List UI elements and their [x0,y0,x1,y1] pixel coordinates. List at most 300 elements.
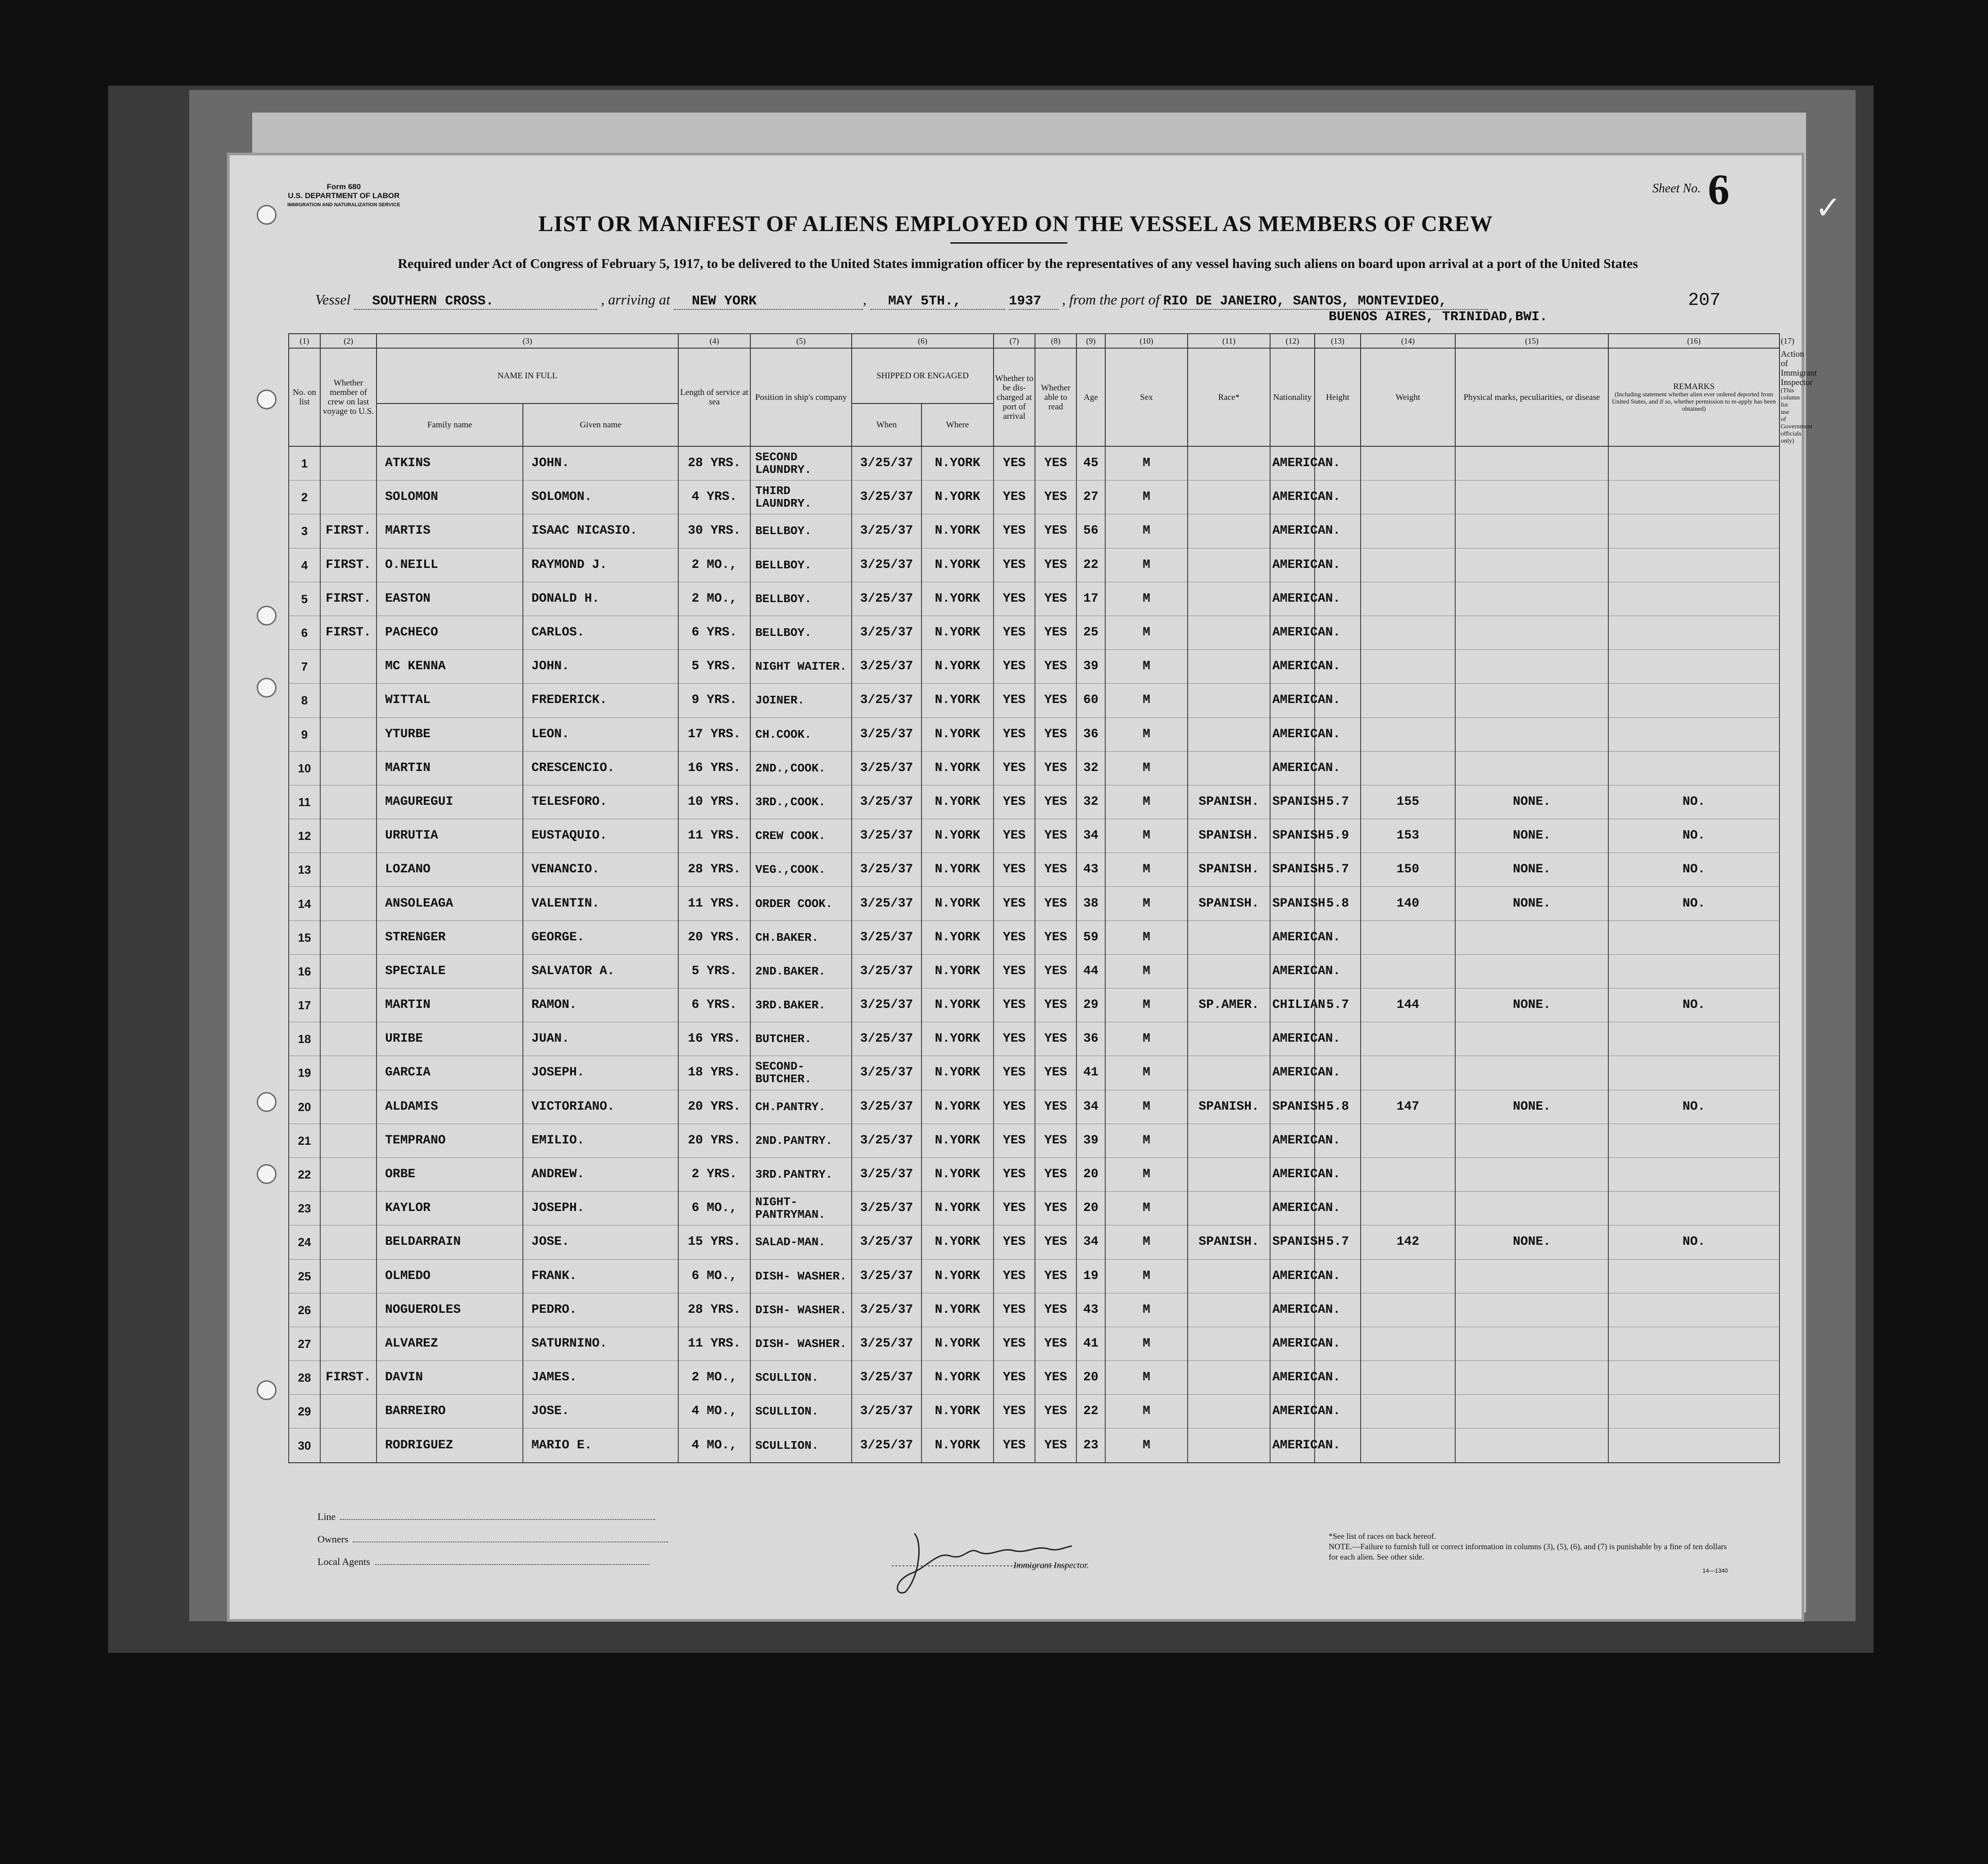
cell-weight [1361,1124,1455,1157]
cell-where: N.YORK [921,1157,994,1191]
cell-family-name: WITTAL [377,684,523,717]
cell-able-to-read: YES [1035,1022,1076,1056]
arriving-port: NEW YORK [674,294,863,310]
header-where: Where [921,404,994,446]
table-row [289,1429,1779,1463]
cell-age: 44 [1076,954,1105,988]
cell-remarks [1608,684,1779,717]
cell-nationality: AMERICAN. [1270,1259,1315,1293]
cell-where: N.YORK [921,616,994,649]
header-remarks [1608,348,1779,446]
cell-given-name: RAYMOND J. [523,548,678,582]
cell-when: 3/25/37 [852,785,921,819]
cell-last-voyage [320,785,377,819]
cell-race [1188,954,1270,988]
header-age: Age [1076,348,1105,446]
table-row [289,717,1779,751]
cell-last-voyage [320,1022,377,1056]
line-field [318,1511,655,1523]
cell-length-service: 2 MO., [678,582,750,616]
cell-race [1188,1192,1270,1225]
cell-race: SPANISH. [1188,887,1270,921]
cell-able-to-read: YES [1035,1157,1076,1191]
cell-age: 43 [1076,853,1105,887]
table-row [289,1327,1779,1361]
cell-when: 3/25/37 [852,717,921,751]
cell-given-name: CRESCENCIO. [523,751,678,785]
cell-length-service: 2 MO., [678,1361,750,1395]
cell-position: BELLBOY. [750,616,852,649]
cell-weight [1361,954,1455,988]
cell-nationality: AMERICAN. [1270,446,1315,481]
cell-where: N.YORK [921,1395,994,1429]
cell-able-to-read: YES [1035,989,1076,1022]
cell-given-name: JOHN. [523,446,678,481]
cell-where: N.YORK [921,954,994,988]
cell-no: 4 [289,548,320,582]
cell-discharged: YES [994,751,1035,785]
cell-sex: M [1105,954,1188,988]
column-number-row: (1) (2) (3) (4) (5) (6) (7) (8) (9) (10) (11) (12) (13) (14) (15) (16) (17) [289,334,1779,348]
cell-family-name: ORBE [377,1157,523,1191]
check-mark: ✓ [1815,189,1842,226]
sheet-label: Sheet No. [1652,181,1701,195]
cell-race [1188,650,1270,684]
cell-age: 41 [1076,1327,1105,1361]
cell-last-voyage: FIRST. [320,548,377,582]
cell-given-name: JOHN. [523,650,678,684]
header-sex: Sex [1105,348,1188,446]
cell-where: N.YORK [921,481,994,514]
cell-race [1188,684,1270,717]
cell-discharged: YES [994,1022,1035,1056]
page-subtitle: Required under Act of Congress of February 5, 1917, to be delivered to the United States immigration officer by the representatives of any vessel having such aliens on board upon arrival at a port of the United States [398,256,1638,271]
cell-where: N.YORK [921,1090,994,1124]
cell-remarks: NO. [1608,989,1779,1022]
cell-able-to-read: YES [1035,1293,1076,1327]
cell-sex: M [1105,650,1188,684]
cell-given-name: PEDRO. [523,1293,678,1327]
table-row [289,785,1779,819]
cell-race [1188,548,1270,582]
cell-last-voyage [320,819,377,853]
cell-sex: M [1105,1056,1188,1090]
cell-given-name: RAMON. [523,989,678,1022]
departure-ports-line1: RIO DE JANEIRO, SANTOS, MONTEVIDEO, [1163,294,1488,310]
cell-remarks [1608,446,1779,481]
cell-weight: 144 [1361,989,1455,1022]
cell-last-voyage [320,1225,377,1259]
cell-age: 22 [1076,1395,1105,1429]
cell-position: 3RD.BAKER. [750,989,852,1022]
cell-height: 5.8 [1315,1090,1361,1124]
cell-length-service: 9 YRS. [678,684,750,717]
cell-no: 12 [289,819,320,853]
cell-given-name: CARLOS. [523,616,678,649]
cell-sex: M [1105,1157,1188,1191]
cell-physical-marks [1455,514,1608,548]
cell-physical-marks [1455,548,1608,582]
cell-last-voyage [320,921,377,954]
table-row [289,989,1779,1022]
cell-age: 34 [1076,1225,1105,1259]
cell-weight: 147 [1361,1090,1455,1124]
cell-when: 3/25/37 [852,684,921,717]
cell-where: N.YORK [921,514,994,548]
cell-able-to-read: YES [1035,1090,1076,1124]
cell-length-service: 4 MO., [678,1429,750,1463]
cell-position: 2ND.,COOK. [750,751,852,785]
col-num-13: (13) [1315,334,1361,348]
cell-discharged: YES [994,446,1035,481]
cell-last-voyage [320,1192,377,1225]
cell-age: 45 [1076,446,1105,481]
cell-remarks [1608,481,1779,514]
col-num-11: (11) [1188,334,1270,348]
header-discharged: Whether to be dis-charged at port of arrival [994,348,1035,446]
cell-given-name: TELESFORO. [523,785,678,819]
cell-able-to-read: YES [1035,514,1076,548]
cell-when: 3/25/37 [852,954,921,988]
cell-position: SECOND LAUNDRY. [750,446,852,481]
cell-family-name: BARREIRO [377,1395,523,1429]
cell-nationality: AMERICAN. [1270,582,1315,616]
title-rule [950,242,1067,244]
cell-remarks [1608,921,1779,954]
cell-no: 2 [289,481,320,514]
cell-discharged: YES [994,1259,1035,1293]
cell-race [1188,717,1270,751]
cell-family-name: URRUTIA [377,819,523,853]
races-note: *See list of races on back hereof. [1329,1532,1436,1541]
cell-position: THIRD LAUNDRY. [750,481,852,514]
cell-able-to-read: YES [1035,1124,1076,1157]
cell-when: 3/25/37 [852,1056,921,1090]
cell-length-service: 20 YRS. [678,1124,750,1157]
cell-when: 3/25/37 [852,650,921,684]
cell-remarks [1608,1327,1779,1361]
cell-nationality: AMERICAN. [1270,1327,1315,1361]
cell-last-voyage [320,751,377,785]
vessel-line: Vessel SOUTHERN CROSS. , arriving at NEW YORK , MAY 5TH., 1937 , from the port of RIO DE JANEIRO, SANTOS, MONTEVIDEO, [315,291,1488,310]
cell-race [1188,1157,1270,1191]
col-num-8: (8) [1035,334,1076,348]
cell-sex: M [1105,717,1188,751]
table-row [289,1022,1779,1056]
cell-age: 36 [1076,1022,1105,1056]
cell-nationality: AMERICAN. [1270,1022,1315,1056]
cell-when: 3/25/37 [852,1293,921,1327]
cell-physical-marks: NONE. [1455,989,1608,1022]
table-header [289,334,1817,446]
cell-given-name: VALENTIN. [523,887,678,921]
table-row [289,684,1779,717]
cell-discharged: YES [994,819,1035,853]
cell-remarks: NO. [1608,1225,1779,1259]
cell-where: N.YORK [921,1259,994,1293]
cell-family-name: O.NEILL [377,548,523,582]
cell-when: 3/25/37 [852,481,921,514]
cell-position: CH.BAKER. [750,921,852,954]
punch-hole [257,606,277,626]
manifest-sheet [230,155,1817,1619]
cell-where: N.YORK [921,446,994,481]
cell-discharged: YES [994,514,1035,548]
vessel-label: Vessel [315,291,351,308]
cell-last-voyage [320,1429,377,1463]
table-row [289,1259,1779,1293]
cell-nationality: AMERICAN. [1270,1192,1315,1225]
table-row [289,751,1779,785]
cell-where: N.YORK [921,751,994,785]
cell-age: 20 [1076,1157,1105,1191]
table-row [289,1124,1779,1157]
cell-when: 3/25/37 [852,514,921,548]
cell-given-name: DONALD H. [523,582,678,616]
col-num-10: (10) [1105,334,1188,348]
table-row [289,819,1779,853]
cell-given-name: JOSEPH. [523,1192,678,1225]
cell-weight: 142 [1361,1225,1455,1259]
cell-sex: M [1105,481,1188,514]
col-num-3: (3) [377,334,678,348]
cell-discharged: YES [994,1395,1035,1429]
cell-physical-marks [1455,921,1608,954]
cell-given-name: SATURNINO. [523,1327,678,1361]
cell-family-name: TEMPRANO [377,1124,523,1157]
footnotes [1329,1531,1734,1562]
cell-no: 16 [289,954,320,988]
cell-physical-marks: NONE. [1455,887,1608,921]
cell-sex: M [1105,1090,1188,1124]
cell-able-to-read: YES [1035,582,1076,616]
cell-physical-marks: NONE. [1455,853,1608,887]
cell-given-name: SALVATOR A. [523,954,678,988]
cell-length-service: 28 YRS. [678,1293,750,1327]
header-able-to-read: Whether able to read [1035,348,1076,446]
cell-no: 20 [289,1090,320,1124]
cell-where: N.YORK [921,1429,994,1463]
cell-weight: 153 [1361,819,1455,853]
cell-position: DISH- WASHER. [750,1259,852,1293]
cell-remarks: NO. [1608,853,1779,887]
col-num-9: (9) [1076,334,1105,348]
header-name-in-full: NAME IN FULL [377,348,678,404]
agents-field [318,1556,649,1568]
remarks-note: (Including statement whether alien ever ordered deported from United States, and if so, whether permission to re-apply has been obtained) [1612,391,1776,413]
cell-age: 38 [1076,887,1105,921]
cell-physical-marks [1455,954,1608,988]
cell-able-to-read: YES [1035,616,1076,649]
cell-length-service: 10 YRS. [678,785,750,819]
cell-when: 3/25/37 [852,1361,921,1395]
cell-sex: M [1105,921,1188,954]
cell-able-to-read: YES [1035,1192,1076,1225]
cell-race: SPANISH. [1188,819,1270,853]
cell-race [1188,1361,1270,1395]
cell-length-service: 18 YRS. [678,1056,750,1090]
cell-age: 34 [1076,1090,1105,1124]
cell-family-name: ALDAMIS [377,1090,523,1124]
cell-when: 3/25/37 [852,616,921,649]
cell-sex: M [1105,989,1188,1022]
cell-family-name: SOLOMON [377,481,523,514]
cell-remarks [1608,1293,1779,1327]
cell-position: SCULLION. [750,1429,852,1463]
inspector-label: Immigrant Inspector. [1013,1560,1089,1570]
cell-race: SP.AMER. [1188,989,1270,1022]
cell-position: ORDER COOK. [750,887,852,921]
page-number: 207 [1688,290,1720,311]
table-row [289,548,1779,582]
header-row-main: No. on list Whether member of crew on last voyage to U.S. NAME IN FULL Length of service at sea Position in ship's company SHIPPED OR ENGAGED Whether to be dis-charged at port of arrival Whether able to read Age Sex Race* Nationality Height Weight Physical marks, peculiarities, or disease REMARKS (Including statement whether alien ever ordered deported from United States, and if so, whether permission to re-apply has been obtained) Action of Immigrant Inspector (This column for use of Government officials only) [289,348,1779,404]
cell-nationality: AMERICAN. [1270,548,1315,582]
cell-length-service: 11 YRS. [678,819,750,853]
table-row [289,1157,1779,1191]
cell-nationality: AMERICAN. [1270,1124,1315,1157]
cell-no: 7 [289,650,320,684]
cell-where: N.YORK [921,921,994,954]
cell-discharged: YES [994,717,1035,751]
cell-given-name: FREDERICK. [523,684,678,717]
cell-age: 27 [1076,481,1105,514]
cell-remarks [1608,954,1779,988]
cell-remarks [1608,616,1779,649]
cell-position: CH.COOK. [750,717,852,751]
cell-discharged: YES [994,853,1035,887]
cell-last-voyage [320,1090,377,1124]
cell-when: 3/25/37 [852,1124,921,1157]
cell-physical-marks: NONE. [1455,1090,1608,1124]
sheet-number: 6 [1708,165,1729,213]
table-row [289,1293,1779,1327]
cell-nationality: AMERICAN. [1270,616,1315,649]
cell-sex: M [1105,1293,1188,1327]
cell-nationality: AMERICAN. [1270,921,1315,954]
cell-discharged: YES [994,785,1035,819]
cell-last-voyage: FIRST. [320,582,377,616]
table-row [289,954,1779,988]
cell-position: 3RD.,COOK. [750,785,852,819]
cell-where: N.YORK [921,684,994,717]
cell-race [1188,1327,1270,1361]
cell-length-service: 28 YRS. [678,853,750,887]
header-nationality: Nationality [1270,348,1315,446]
cell-age: 39 [1076,650,1105,684]
cell-weight [1361,751,1455,785]
cell-discharged: YES [994,650,1035,684]
cell-race [1188,1022,1270,1056]
cell-family-name: ANSOLEAGA [377,887,523,921]
department-name: U.S. DEPARTMENT OF LABOR [288,191,400,200]
cell-physical-marks [1455,1395,1608,1429]
cell-given-name: JUAN. [523,1022,678,1056]
cell-nationality: SPANISH. [1270,1225,1315,1259]
cell-nationality: AMERICAN. [1270,514,1315,548]
cell-age: 19 [1076,1259,1105,1293]
cell-discharged: YES [994,1327,1035,1361]
cell-physical-marks [1455,684,1608,717]
cell-last-voyage [320,650,377,684]
cell-last-voyage: FIRST. [320,616,377,649]
cell-remarks [1608,650,1779,684]
col-num-4: (4) [678,334,750,348]
cell-given-name: ISAAC NICASIO. [523,514,678,548]
cell-position: SCULLION. [750,1395,852,1429]
cell-no: 26 [289,1293,320,1327]
cell-position: JOINER. [750,684,852,717]
cell-discharged: YES [994,1429,1035,1463]
cell-family-name: MARTIN [377,989,523,1022]
cell-length-service: 2 YRS. [678,1157,750,1191]
cell-where: N.YORK [921,582,994,616]
cell-sex: M [1105,1429,1188,1463]
cell-discharged: YES [994,548,1035,582]
cell-height: 5.7 [1315,989,1361,1022]
cell-position: NIGHT- PANTRYMAN. [750,1192,852,1225]
cell-where: N.YORK [921,717,994,751]
table-row [289,1395,1779,1429]
cell-where: N.YORK [921,853,994,887]
col-num-5: (5) [750,334,852,348]
cell-family-name: PACHECO [377,616,523,649]
penalty-note: NOTE.—Failure to furnish full or correct information in columns (3), (5), (6), and (7) is punishable by a fine of ten dollars for each alien. See other side. [1329,1542,1727,1561]
cell-position: BELLBOY. [750,514,852,548]
cell-length-service: 5 YRS. [678,954,750,988]
cell-position: SCULLION. [750,1361,852,1395]
port-label: , from the port of [1062,291,1160,308]
cell-length-service: 15 YRS. [678,1225,750,1259]
cell-physical-marks: NONE. [1455,1225,1608,1259]
cell-family-name: SPECIALE [377,954,523,988]
cell-length-service: 4 MO., [678,1395,750,1429]
punch-hole [257,1380,277,1400]
cell-no: 23 [289,1192,320,1225]
cell-sex: M [1105,1124,1188,1157]
cell-nationality: SPANISH. [1270,819,1315,853]
cell-physical-marks: NONE. [1455,785,1608,819]
cell-able-to-read: YES [1035,853,1076,887]
cell-weight [1361,548,1455,582]
header-given-name: Given name [523,404,678,446]
cell-position: NIGHT WAITER. [750,650,852,684]
cell-given-name: MARIO E. [523,1429,678,1463]
cell-position: SECOND- BUTCHER. [750,1056,852,1090]
cell-physical-marks [1455,582,1608,616]
cell-where: N.YORK [921,548,994,582]
cell-remarks [1608,514,1779,548]
cell-weight [1361,921,1455,954]
vessel-name: SOUTHERN CROSS. [354,294,597,310]
cell-position: BELLBOY. [750,548,852,582]
cell-height: 5.7 [1315,853,1361,887]
cell-given-name: LEON. [523,717,678,751]
cell-discharged: YES [994,1157,1035,1191]
form-identifier [287,182,400,209]
cell-when: 3/25/37 [852,989,921,1022]
cell-physical-marks [1455,1429,1608,1463]
cell-physical-marks [1455,751,1608,785]
table-row [289,582,1779,616]
cell-family-name: KAYLOR [377,1192,523,1225]
cell-sex: M [1105,548,1188,582]
cell-family-name: STRENGER [377,921,523,954]
cell-age: 60 [1076,684,1105,717]
form-code: 14—1340 [1702,1567,1728,1574]
cell-when: 3/25/37 [852,1192,921,1225]
cell-family-name: ATKINS [377,446,523,481]
cell-remarks: NO. [1608,785,1779,819]
